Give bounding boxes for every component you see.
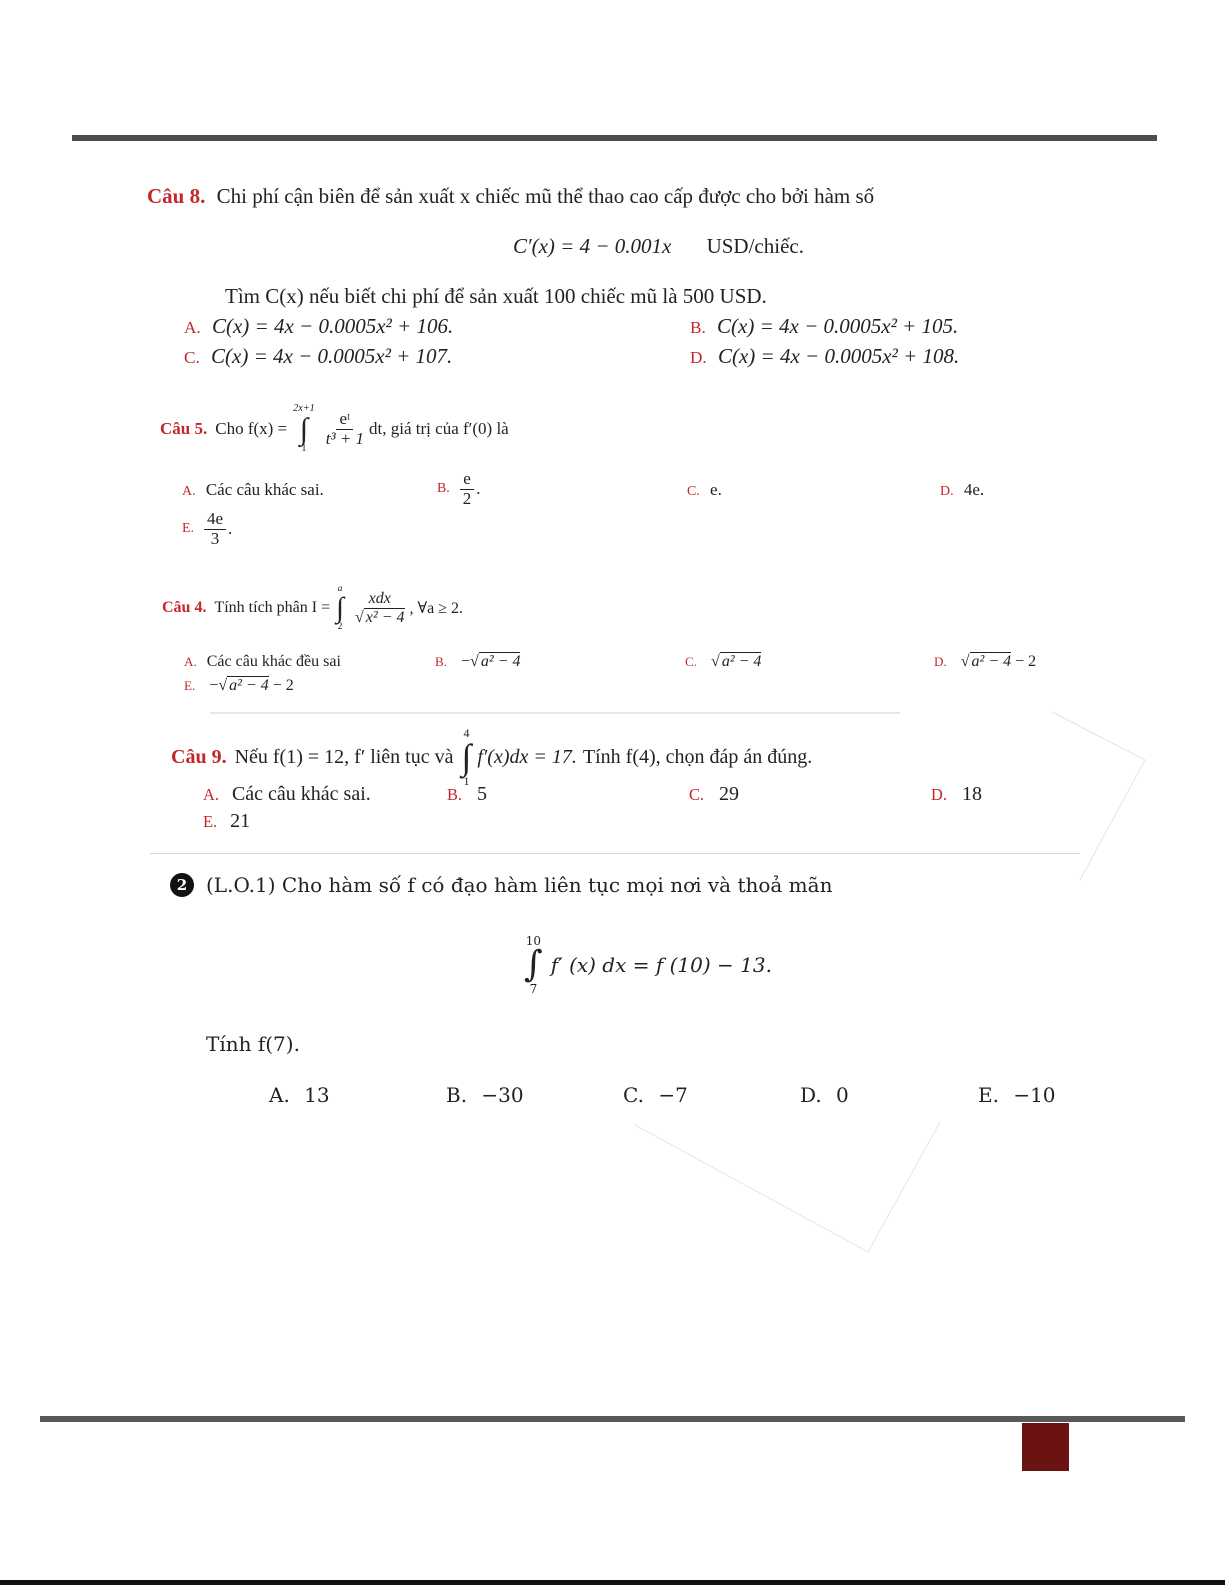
option-label: D.	[940, 484, 954, 499]
denominator: √ x² − 4	[355, 608, 405, 626]
option-c[interactable]	[689, 783, 739, 806]
option-label: D.	[934, 654, 947, 669]
lower-limit: 2	[337, 621, 343, 633]
option-text: 5	[477, 783, 488, 805]
option-prefix: −√	[209, 677, 228, 694]
integral-sign	[462, 727, 472, 787]
numerator: xdx	[366, 590, 394, 609]
option-label: E.	[182, 521, 194, 537]
option-label: B.	[690, 318, 706, 337]
section-divider	[150, 853, 1080, 854]
question-suffix: Tính f(4), chọn đáp án đúng.	[582, 745, 813, 768]
option-a[interactable]	[269, 1083, 330, 1107]
numerator: eᵗ	[336, 410, 353, 430]
integral-sign	[524, 935, 543, 995]
denominator: t³ + 1	[325, 428, 365, 448]
lower-limit: 1	[463, 774, 470, 788]
radicand: a² − 4	[480, 653, 521, 670]
option-label: A.	[184, 318, 201, 337]
option-text: C(x) = 4x − 0.0005x² + 107.	[211, 344, 453, 368]
option-text: Các câu khác sai.	[231, 783, 371, 805]
option-prefix: √	[711, 653, 720, 670]
lower-limit: 1	[301, 443, 307, 455]
page-edge	[0, 1580, 1225, 1585]
question-prefix: Nếu f(1) = 12, f′ liên tục và	[234, 745, 454, 768]
formula-unit: USD/chiếc.	[706, 234, 804, 258]
option-text: −7	[658, 1083, 688, 1107]
option-e[interactable]	[203, 810, 250, 833]
option-a[interactable]	[203, 783, 371, 806]
integral-symbol: ∫	[524, 944, 543, 985]
option-prefix: −√	[461, 653, 479, 670]
option-label: B.	[437, 481, 450, 497]
bottom-rule	[40, 1416, 1185, 1422]
option-text: C(x) = 4x − 0.0005x² + 105.	[717, 314, 959, 338]
question-label: Câu 8.	[147, 184, 206, 208]
radicand: a² − 4	[721, 653, 762, 670]
denominator: 2	[462, 488, 472, 508]
option-e[interactable]	[978, 1083, 1056, 1107]
option-text: C(x) = 4x − 0.0005x² + 108.	[717, 344, 960, 368]
integral-symbol: ∫	[299, 411, 309, 446]
option-label: B.	[447, 785, 463, 804]
option-text: 0	[836, 1083, 849, 1107]
option-label: C.	[184, 348, 200, 367]
option-text: 29	[719, 783, 740, 805]
option-label: A.	[182, 484, 196, 499]
option-label: C.	[687, 484, 700, 499]
option-label: D.	[931, 785, 947, 804]
option-d[interactable]	[800, 1083, 849, 1107]
numbered-bullet	[170, 873, 194, 897]
option-text: −10	[1013, 1083, 1056, 1107]
numerator: e	[460, 470, 474, 490]
option-label: B.	[446, 1083, 468, 1107]
option-text: −30	[481, 1083, 524, 1107]
option-text: 4e.	[963, 480, 985, 499]
option-label: E.	[184, 678, 196, 693]
option-label: D.	[690, 348, 707, 367]
option-label: C.	[623, 1083, 644, 1107]
lower-limit: 7	[529, 982, 538, 996]
option-tail: .	[228, 519, 233, 539]
option-text: e.	[710, 480, 722, 499]
radicand: a² − 4	[229, 677, 269, 694]
integral-symbol: ∫	[461, 737, 472, 777]
option-label: B.	[435, 654, 448, 669]
question-label: Câu 9.	[171, 745, 227, 768]
bullet-number: 2	[176, 876, 188, 894]
option-text: Các câu khác sai.	[205, 480, 324, 499]
question-label: Câu 5.	[160, 419, 208, 438]
option-label: C.	[689, 785, 705, 804]
formula: C′(x) = 4 − 0.001x	[513, 234, 672, 258]
numerator: 4e	[204, 510, 226, 530]
option-b[interactable]	[447, 783, 487, 806]
option-tail: .	[476, 479, 481, 499]
option-label: C.	[685, 654, 698, 669]
option-text: 18	[961, 783, 982, 805]
question-ask: Tìm C(x) nếu biết chi phí để sản xuất 100 chiếc mũ là 500 USD.	[225, 284, 767, 308]
option-text: C(x) = 4x − 0.0005x² + 106.	[211, 314, 454, 338]
option-postfix: − 2	[1011, 653, 1037, 670]
option-text: 13	[304, 1083, 330, 1107]
radicand: a² − 4	[971, 653, 1012, 670]
upper-limit: a	[337, 583, 343, 594]
option-d[interactable]	[931, 783, 982, 806]
upper-limit: 10	[525, 934, 542, 948]
option-label: E.	[978, 1083, 999, 1107]
denominator: 3	[210, 528, 220, 548]
option-postfix: − 2	[268, 677, 294, 694]
question-ask: Tính f(7).	[206, 1032, 300, 1056]
option-label: A.	[184, 654, 197, 669]
option-prefix: √	[960, 653, 970, 670]
question-suffix: dt, giá trị của f′(0) là	[369, 419, 509, 438]
question-prefix: Cho f(x) =	[215, 419, 288, 438]
upper-limit: 2x+1	[293, 402, 315, 414]
radicand: x² − 4	[365, 608, 405, 626]
question-prefix: Tính tích phân I =	[214, 599, 331, 616]
question-suffix: , ∀a ≥ 2.	[409, 600, 464, 617]
option-c[interactable]	[623, 1083, 688, 1107]
formula: f′ (x) dx = f (10) − 13.	[550, 953, 772, 977]
question-text: Chi phí cận biên để sản xuất x chiếc mũ thể thao cao cấp được cho bởi hàm số	[216, 184, 875, 208]
option-b[interactable]	[446, 1083, 524, 1107]
option-text: 21	[230, 810, 251, 832]
option-label: A.	[269, 1083, 290, 1107]
question-label: Câu 4.	[162, 599, 207, 616]
option-label: E.	[203, 812, 218, 831]
integral-symbol: ∫	[336, 591, 345, 624]
option-label: A.	[203, 785, 219, 804]
page-number-block	[1022, 1423, 1069, 1471]
question-text: (L.O.1) Cho hàm số f có đạo hàm liên tục mọi nơi và thoả mãn	[206, 873, 833, 897]
upper-limit: 4	[463, 726, 470, 740]
integrand: f′(x)dx = 17.	[477, 745, 577, 768]
option-text: Các câu khác đều sai	[206, 653, 341, 670]
option-label: D.	[800, 1083, 822, 1107]
